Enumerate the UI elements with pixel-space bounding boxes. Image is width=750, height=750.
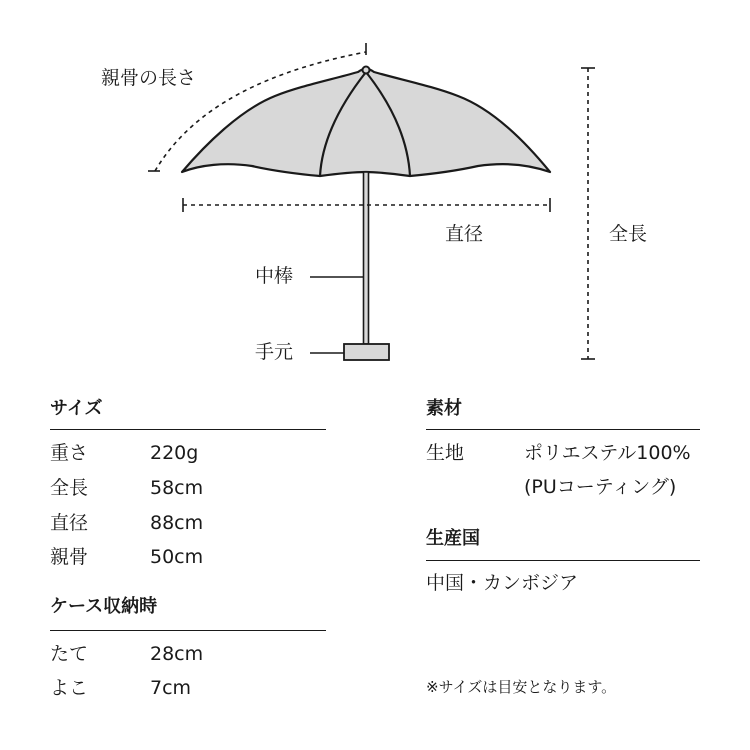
material-section-title: 素材 — [426, 398, 462, 419]
diameter-label: 直径 — [445, 223, 484, 245]
size-section-title: サイズ — [50, 398, 103, 419]
size-row-value: 58cm — [150, 477, 204, 499]
case-row-key: たて — [50, 643, 89, 665]
umbrella-shaft — [364, 172, 369, 344]
shaft-label: 中棒 — [255, 265, 294, 287]
origin-section-title: 生産国 — [426, 528, 480, 549]
case-section-title: ケース収納時 — [50, 596, 158, 617]
case-row-key: よこ — [50, 677, 89, 699]
case-row-value: 28cm — [150, 643, 204, 665]
size-row-value: 220g — [150, 442, 199, 464]
size-row-value: 88cm — [150, 512, 204, 534]
size-row-key: 重さ — [50, 442, 89, 464]
size-row-key: 全長 — [50, 477, 89, 499]
umbrella-canopy — [182, 69, 550, 176]
size-note: ※サイズは目安となります。 — [426, 678, 617, 696]
material-fabric-key: 生地 — [426, 442, 465, 464]
size-divider — [50, 429, 326, 430]
total-length-label: 全長 — [609, 223, 648, 245]
size-row-key: 親骨 — [50, 546, 89, 568]
umbrella-handle — [344, 344, 389, 360]
size-row-value: 50cm — [150, 546, 204, 568]
rib-length-label: 親骨の長さ — [101, 67, 197, 89]
handle-label: 手元 — [255, 341, 294, 363]
size-row-key: 直径 — [50, 512, 89, 534]
origin-divider — [426, 560, 700, 561]
case-divider — [50, 630, 326, 631]
material-divider — [426, 429, 700, 430]
origin-value: 中国・カンボジア — [426, 572, 579, 594]
case-row-value: 7cm — [150, 677, 192, 699]
umbrella-tip — [363, 67, 370, 74]
material-fabric-value: ポリエステル100% (PUコーティング) — [524, 442, 691, 498]
